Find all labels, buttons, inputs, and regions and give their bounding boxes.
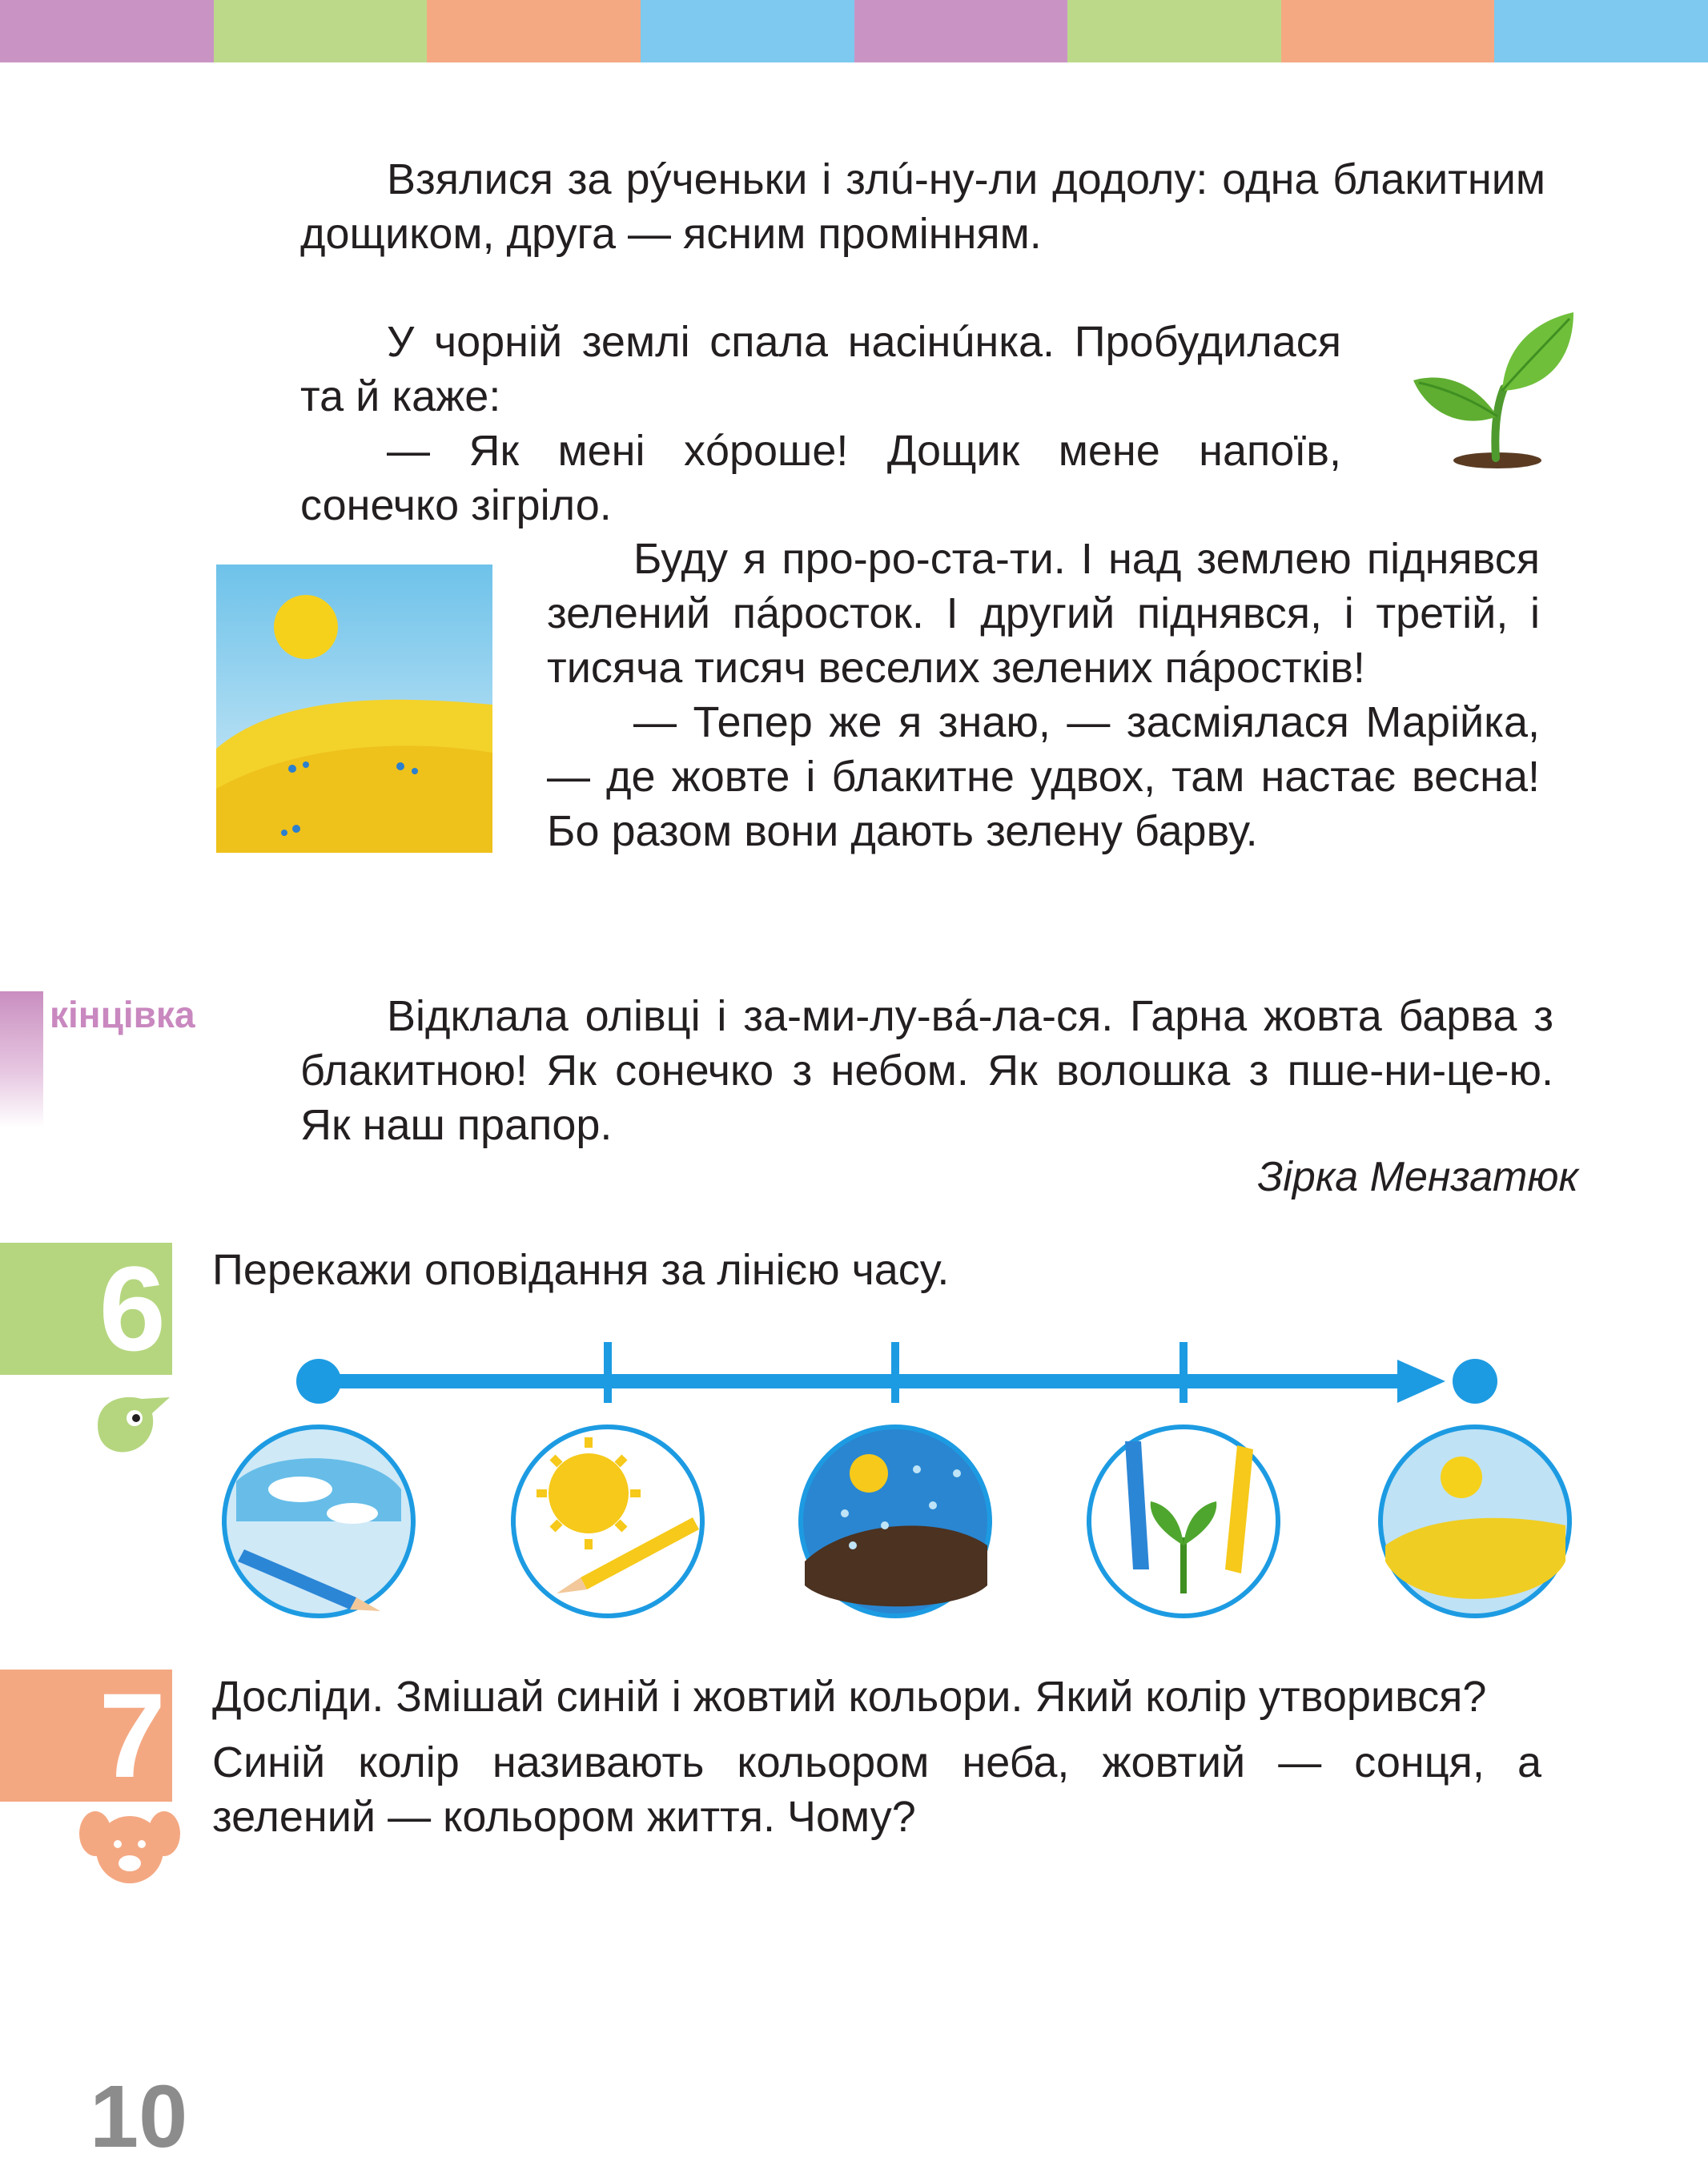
page-number: 10: [90, 2067, 188, 2166]
story-text: У чорній землі спала насінúнка. Пробудилася та й каже:: [300, 318, 1341, 420]
timeline-end-dot: [1453, 1359, 1497, 1404]
timeline-start-dot: [296, 1359, 341, 1404]
side-tag-bar: [0, 991, 43, 1127]
seedling-icon: [1409, 304, 1585, 472]
author: Зірка Мензатюк: [1257, 1154, 1578, 1200]
stripe: [0, 0, 214, 62]
dog-icon: [78, 1806, 182, 1886]
timeline-step-pencils-sprout: [1089, 1427, 1278, 1616]
story-paragraph-4: [300, 989, 1553, 1152]
timeline-step-sky-pencil: [224, 1427, 413, 1616]
header-stripes: [0, 0, 1708, 62]
task-7-text: [212, 1670, 1541, 1844]
task-7-line-1: Досліди. Змішай синій і жовтий кольори. Який колір утворився?: [212, 1673, 1487, 1721]
story-text: Відклала олівці і за-ми-лу-вá-ла-ся. Гарна жовта барва з блакитною! Як сонечко з небом. Як волошка з пше-ни-це-ю. Як наш прапор.: [300, 992, 1553, 1149]
bird-icon: [82, 1381, 178, 1461]
task-6-number: 6: [0, 1243, 172, 1375]
stripe: [1494, 0, 1708, 62]
stripe: [427, 0, 641, 62]
task-7-number: 7: [0, 1670, 172, 1802]
sky-field-picture: [216, 565, 492, 853]
timeline-arrow: [1397, 1360, 1445, 1403]
story-paragraph-2: [300, 315, 1341, 532]
stripe: [854, 0, 1068, 62]
story-paragraph-1: [300, 152, 1545, 261]
task-7-line-2: Синій колір називають кольором неба, жовтий — сонця, а зелений — кольором життя. Чому?: [212, 1738, 1541, 1841]
story-text: Буду я про-ро-ста-ти. І над землею піднявся зелений пáросток. І другий піднявся, і третій, і тисяча тисяч веселих зелених пáростків!: [547, 535, 1540, 692]
timeline: [212, 1329, 1581, 1625]
story-paragraph-3: [547, 532, 1540, 858]
task-6-text: Перекажи оповідання за лінією часу.: [212, 1246, 950, 1294]
stripe: [1067, 0, 1281, 62]
story-text: — Як мені хóроше! Дощик мене напоїв, сонечко зігріло.: [300, 427, 1341, 529]
stripe: [1281, 0, 1495, 62]
timeline-step-sun-field: [1380, 1427, 1569, 1616]
timeline-step-sun-pencil: [513, 1427, 702, 1616]
timeline-step-rain-soil: [801, 1427, 990, 1616]
side-label: кінцівка: [50, 994, 195, 1035]
stripe: [214, 0, 428, 62]
story-text: Взялися за рýченьки і злú-ну-ли додолу: одна блакитним дощиком, друга — ясним промінням.: [300, 155, 1545, 258]
story-text: — Тепер же я знаю, — засміялася Марійка, — де жовте і блакитне удвох, там настає весна! Бо разом вони дають зелену барву.: [547, 698, 1540, 855]
stripe: [641, 0, 854, 62]
